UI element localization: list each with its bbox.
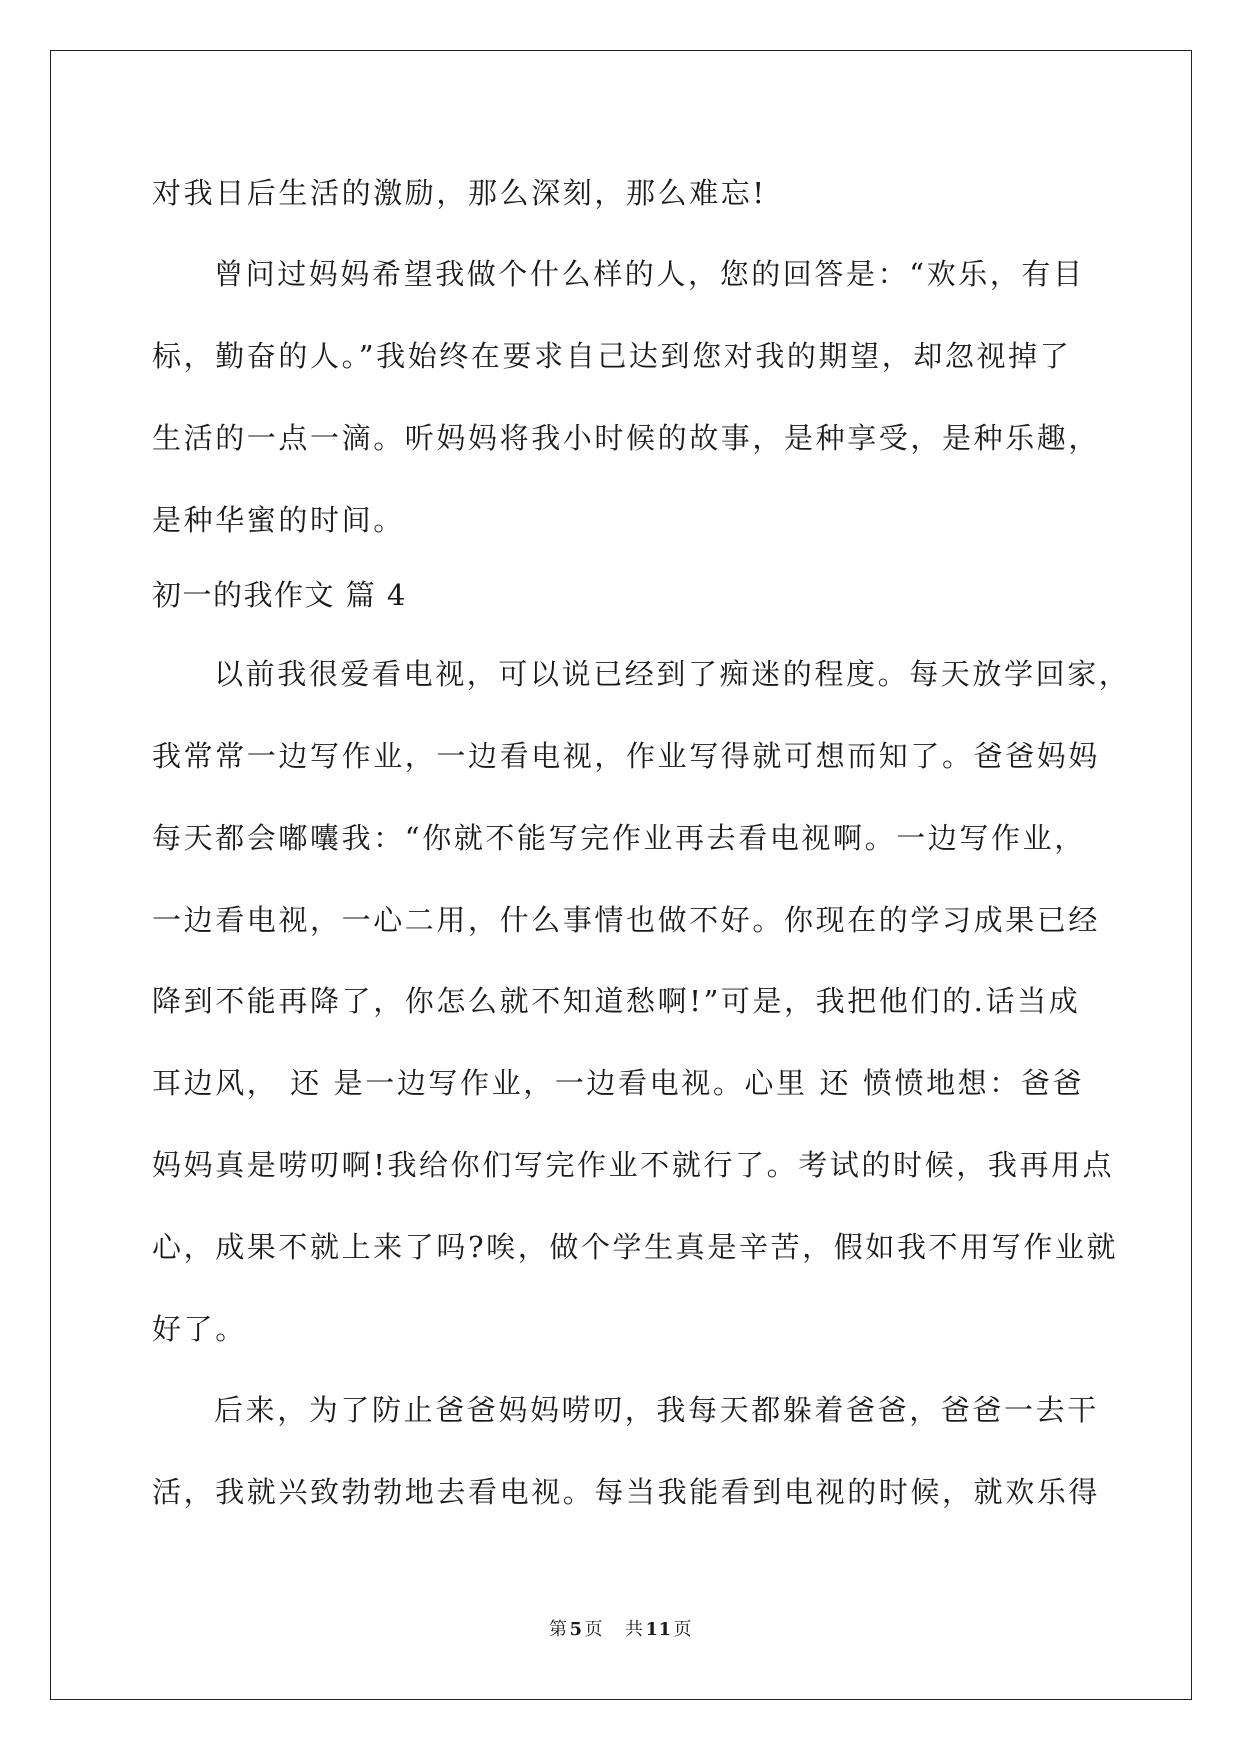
paragraph-line: 我常常一边写作业，一边看电视，作业写得就可想而知了。爸爸妈妈 bbox=[152, 739, 1101, 773]
page-footer bbox=[0, 1618, 1241, 1642]
page-prefix: 第 bbox=[548, 1619, 568, 1640]
paragraph-line: 降到不能再降了，你怎么就不知道愁啊!”可是，我把他们的.话当成 bbox=[152, 984, 1081, 1018]
paragraph-line: 一边看电视，一心二用，什么事情也做不好。你现在的学习成果已经 bbox=[152, 903, 1101, 937]
paragraph-line: 生活的一点一滴。听妈妈将我小时候的故事，是种享受，是种乐趣， bbox=[152, 421, 1101, 455]
paragraph-line: 标，勤奋的人。”我始终在要求自己达到您对我的期望，却忽视掉了 bbox=[152, 339, 1072, 373]
section-heading: 初一的我作文 篇 4 bbox=[152, 578, 407, 612]
paragraph-line: 每天都会嘟囔我：“你就不能写完作业再去看电视啊。一边写作业， bbox=[152, 821, 1086, 855]
total-prefix: 共 bbox=[624, 1619, 644, 1640]
paragraph-line: 后来，为了防止爸爸妈妈唠叨，我每天都躲着爸爸，爸爸一去干 bbox=[214, 1393, 1099, 1427]
page-number: 5 bbox=[569, 1619, 583, 1640]
paragraph-line: 活，我就兴致勃勃地去看电视。每当我能看到电视的时候，就欢乐得 bbox=[152, 1475, 1101, 1509]
total-suffix: 页 bbox=[673, 1619, 693, 1640]
paragraph-line: 以前我很爱看电视，可以说已经到了痴迷的程度。每天放学回家， bbox=[214, 657, 1131, 691]
paragraph-line: 心，成果不就上来了吗?唉，做个学生真是辛苦，假如我不用写作业就 bbox=[152, 1230, 1119, 1264]
paragraph-line: 好了。 bbox=[152, 1312, 247, 1346]
paragraph-line: 对我日后生活的激励，那么深刻，那么难忘! bbox=[152, 176, 767, 210]
total-pages: 11 bbox=[645, 1619, 672, 1640]
paragraph-line: 耳边风， 还 是一边写作业，一边看电视。心里 还 愤愤地想：爸爸 bbox=[152, 1066, 1085, 1100]
paragraph-line: 是种华蜜的时间。 bbox=[152, 503, 405, 537]
paragraph-line: 曾问过妈妈希望我做个什么样的人，您的回答是：“欢乐，有目 bbox=[214, 257, 1085, 291]
paragraph-line: 妈妈真是唠叨啊!我给你们写完作业不就行了。考试的时候，我再用点 bbox=[152, 1148, 1115, 1182]
page-suffix: 页 bbox=[584, 1619, 603, 1640]
page-border bbox=[50, 50, 1192, 1700]
